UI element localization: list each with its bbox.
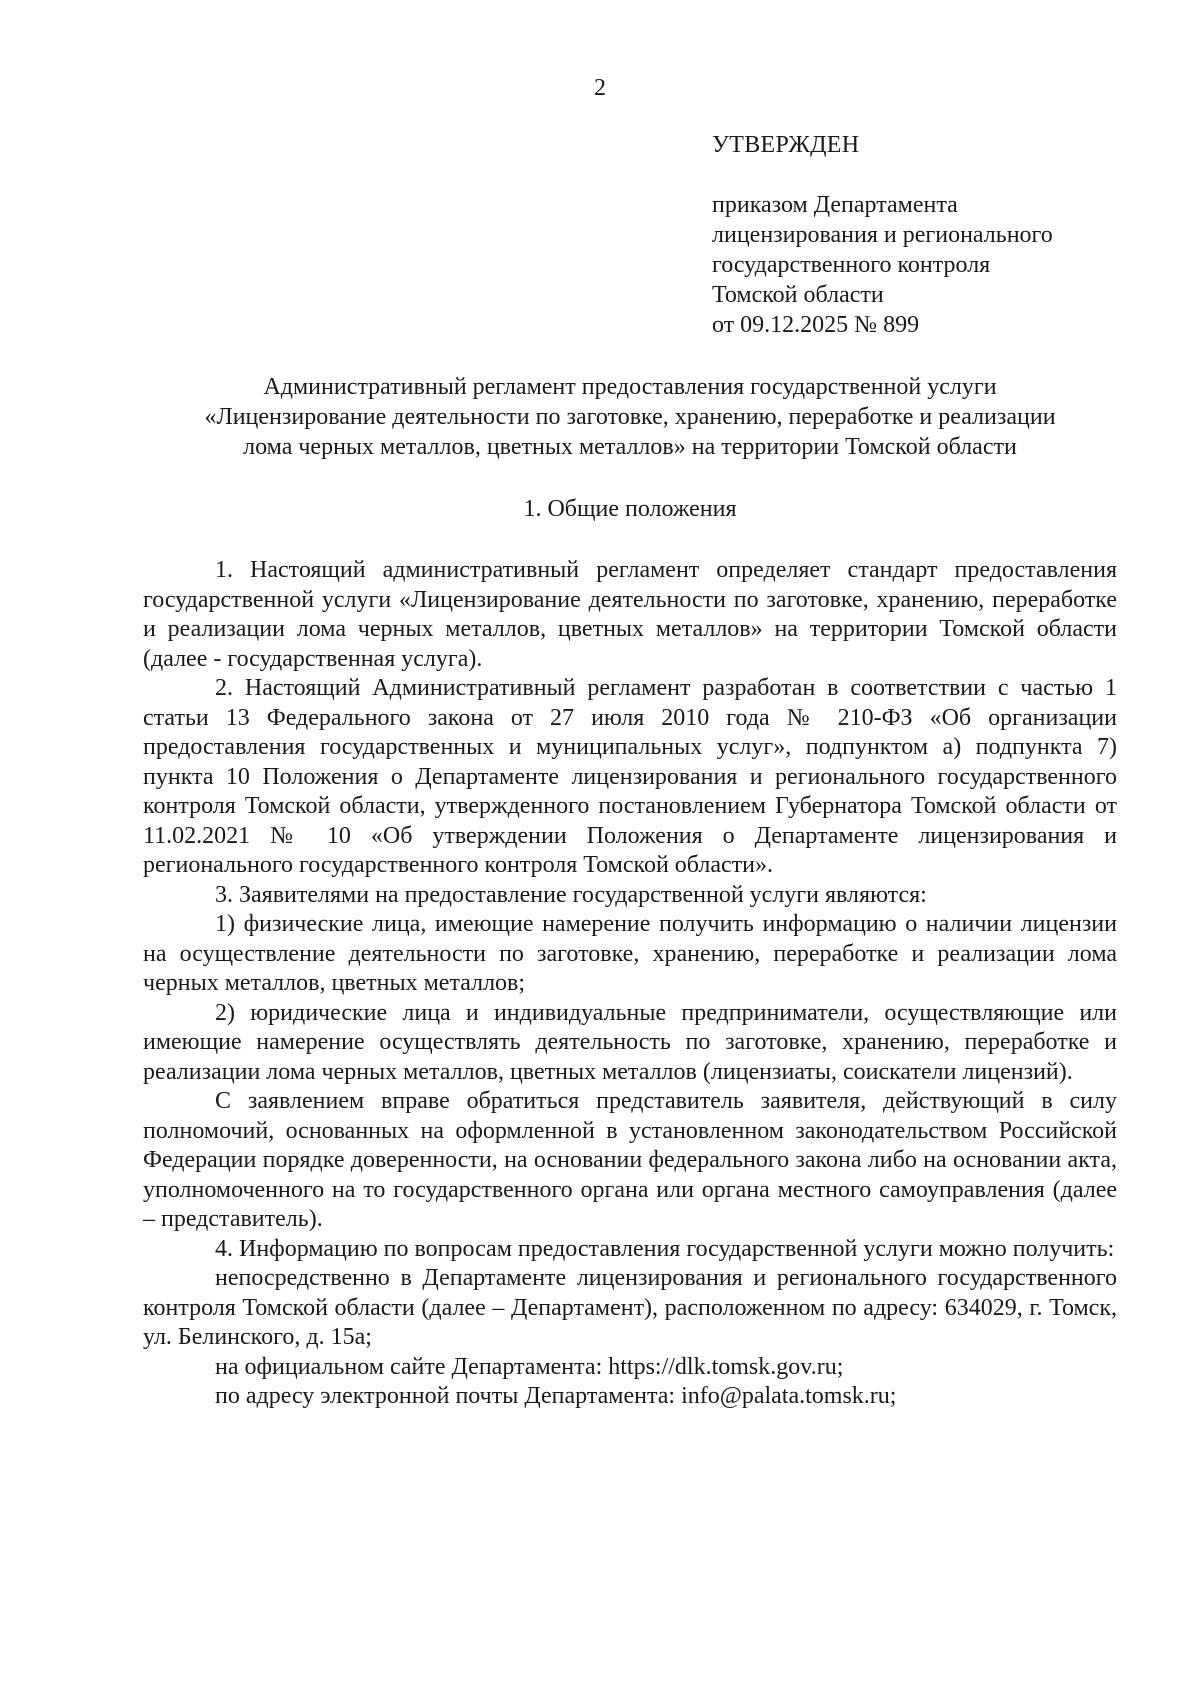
paragraph: по адресу электронной почты Департамента: info@palata.tomsk.ru;: [215, 1383, 897, 1409]
section-heading: 1. Общие положения: [523, 496, 737, 522]
paragraph: 2) юридические лица и индивидуальные предприниматели, осуществляющие или имеющие намерение осуществлять деятельность по заготовке, хранению, переработке и реализации лома черных металлов, цветных металлов (лицензиаты, соискатели лицензий).: [143, 999, 1117, 1085]
paragraph: С заявлением вправе обратиться представитель заявителя, действующий в силу полномочий, основанных на оформленной в установленном законодательством Российской Федерации порядке доверенности, на основании федерального закона либо на основании акта, уполномоченного на то государственного органа или органа местного самоуправления (далее – представитель).: [143, 1088, 1117, 1232]
approval-line: лицензирования и регионального: [712, 222, 1053, 248]
paragraph: 1. Настоящий административный регламент определяет стандарт предоставления государственной услуги «Лицензирование деятельности по заготовке, хранению, переработке и реализации лома черных металлов, цветных металлов» на территории Томской области (далее - государственная услуга).: [143, 557, 1117, 672]
approval-line: государственного контроля: [712, 252, 991, 278]
approval-stamp: УТВЕРЖДЕН: [712, 132, 860, 158]
paragraph: 2. Настоящий Административный регламент разработан в соответствии с частью 1 статьи 13 Федерального закона от 27 июля 2010 года № 210-ФЗ «Об организации предоставления государственных и муниципальных услуг», подпунктом а) подпункта 7) пункта 10 Положения о Департаменте лицензирования и регионального государственного контроля Томской области, утвержденного постановлением Губернатора Томской области от 11.02.2021 № 10 «Об утверждении Положения о Департаменте лицензирования и регионального государственного контроля Томской области».: [143, 675, 1117, 878]
approval-line: приказом Департамента: [712, 192, 958, 218]
title-line: лома черных металлов, цветных металлов» на территории Томской области: [243, 434, 1017, 460]
paragraph: 4. Информацию по вопросам предоставления государственной услуги можно получить:: [215, 1235, 1115, 1262]
document-title: [143, 372, 1117, 462]
title-line: «Лицензирование деятельности по заготовке, хранению, переработке и реализации: [204, 404, 1056, 430]
paragraph: на официальном сайте Департамента: https://dlk.tomsk.gov.ru;: [215, 1353, 844, 1380]
paragraph: непосредственно в Департаменте лицензирования и регионального государственного контроля Томской области (далее – Департамент), расположенном по адресу: 634029, г. Томск, ул. Белинского, д. 15а;: [143, 1265, 1117, 1350]
paragraph: 1) физические лица, имеющие намерение получить информацию о наличии лицензии на осуществление деятельности по заготовке, хранению, переработке и реализации лома черных металлов, цветных металлов;: [143, 911, 1117, 996]
title-line: Административный регламент предоставления государственной услуги: [263, 374, 997, 400]
document-body: [143, 556, 1117, 1412]
approval-order-date: от 09.12.2025 № 899: [712, 312, 920, 338]
approval-line: Томской области: [712, 282, 884, 308]
page-number: 2: [594, 75, 606, 101]
paragraph: 3. Заявителями на предоставление государственной услуги являются:: [215, 881, 927, 908]
approval-block: [712, 130, 1152, 340]
